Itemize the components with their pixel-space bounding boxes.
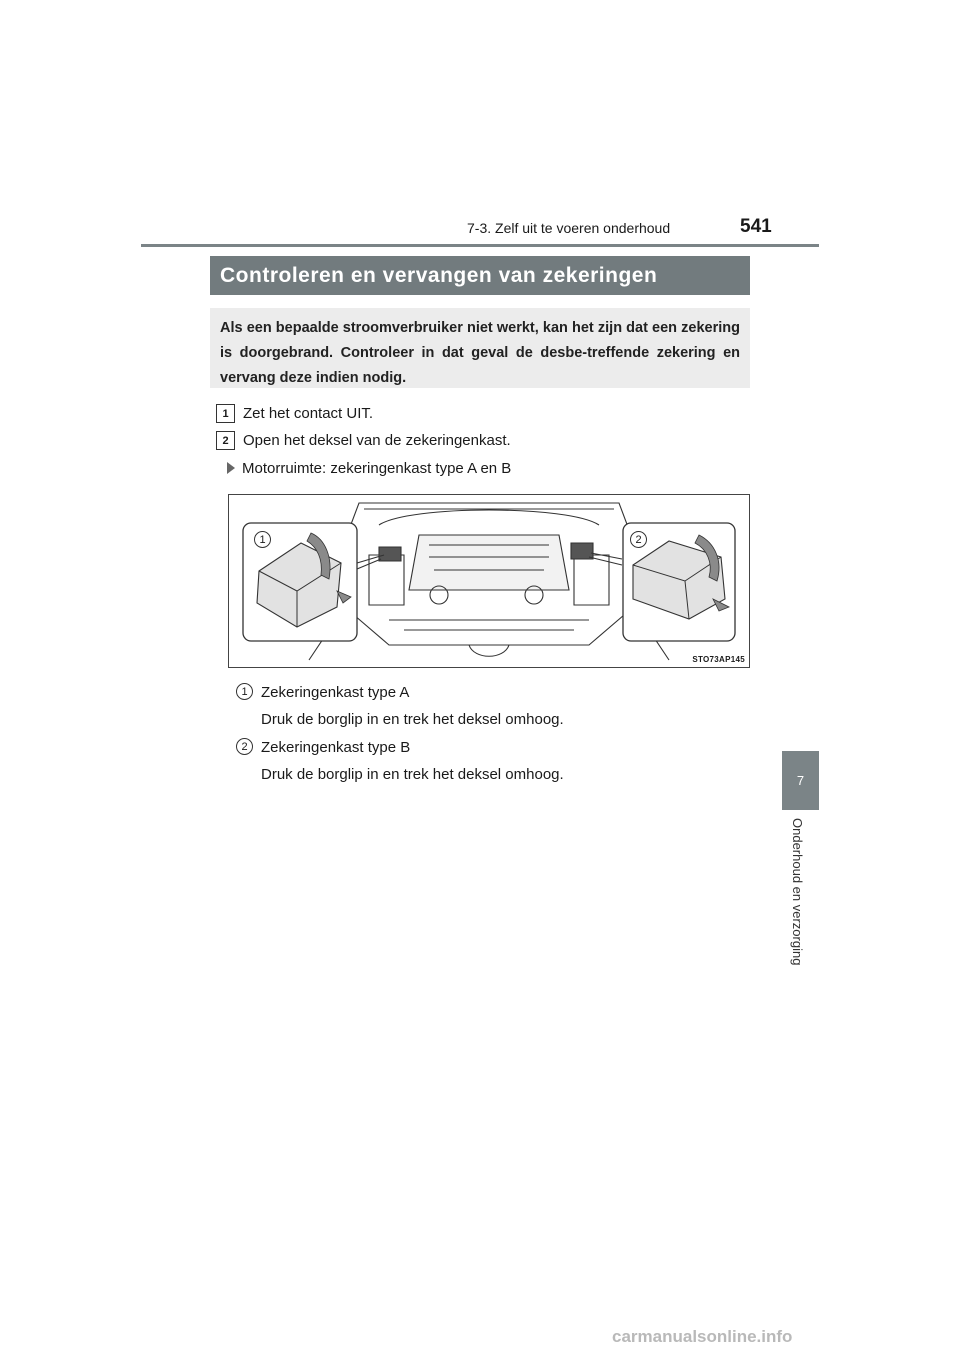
figure-callout-2: 2 xyxy=(630,531,647,548)
figure-code: STO73AP145 xyxy=(692,655,745,664)
item-title-1: Zekeringenkast type A xyxy=(261,684,410,701)
item-title-2: Zekeringenkast type B xyxy=(261,739,411,756)
engine-fusebox-illustration xyxy=(228,494,750,668)
step-text-1: Zet het contact UIT. xyxy=(243,405,374,422)
header-divider xyxy=(141,244,819,247)
watermark: carmanualsonline.info xyxy=(612,1327,793,1346)
chapter-label: Onderhoud en verzorging xyxy=(790,818,805,966)
item-desc-2: Druk de borglip in en trek het deksel omhoog. xyxy=(261,766,564,783)
triangle-bullet-icon xyxy=(227,462,235,474)
figure-callout-1: 1 xyxy=(254,531,271,548)
item-callout-1: 1 xyxy=(236,683,253,700)
page-number: 541 xyxy=(740,216,772,237)
step-number-2: 2 xyxy=(216,431,235,450)
item-callout-2: 2 xyxy=(236,738,253,755)
engine-bay-drawing xyxy=(229,495,749,667)
item-desc-1: Druk de borglip in en trek het deksel omhoog. xyxy=(261,711,564,728)
chapter-tab: 7 xyxy=(782,751,819,810)
step-number-1: 1 xyxy=(216,404,235,423)
step-text-2: Open het deksel van de zekeringenkast. xyxy=(243,432,511,449)
section-title: Controleren en vervangen van zekeringen xyxy=(210,256,750,295)
intro-box: Als een bepaalde stroomverbruiker niet werkt, kan het zijn dat een zekering is doorgebrand. Controleer in dat geval de desbe-treffende zekering en vervang deze indien nodig. xyxy=(210,308,750,388)
section-heading: 7-3. Zelf uit te voeren onderhoud xyxy=(467,220,671,236)
bullet-text: Motorruimte: zekeringenkast type A en B xyxy=(242,460,512,477)
bullet-item xyxy=(227,460,511,477)
